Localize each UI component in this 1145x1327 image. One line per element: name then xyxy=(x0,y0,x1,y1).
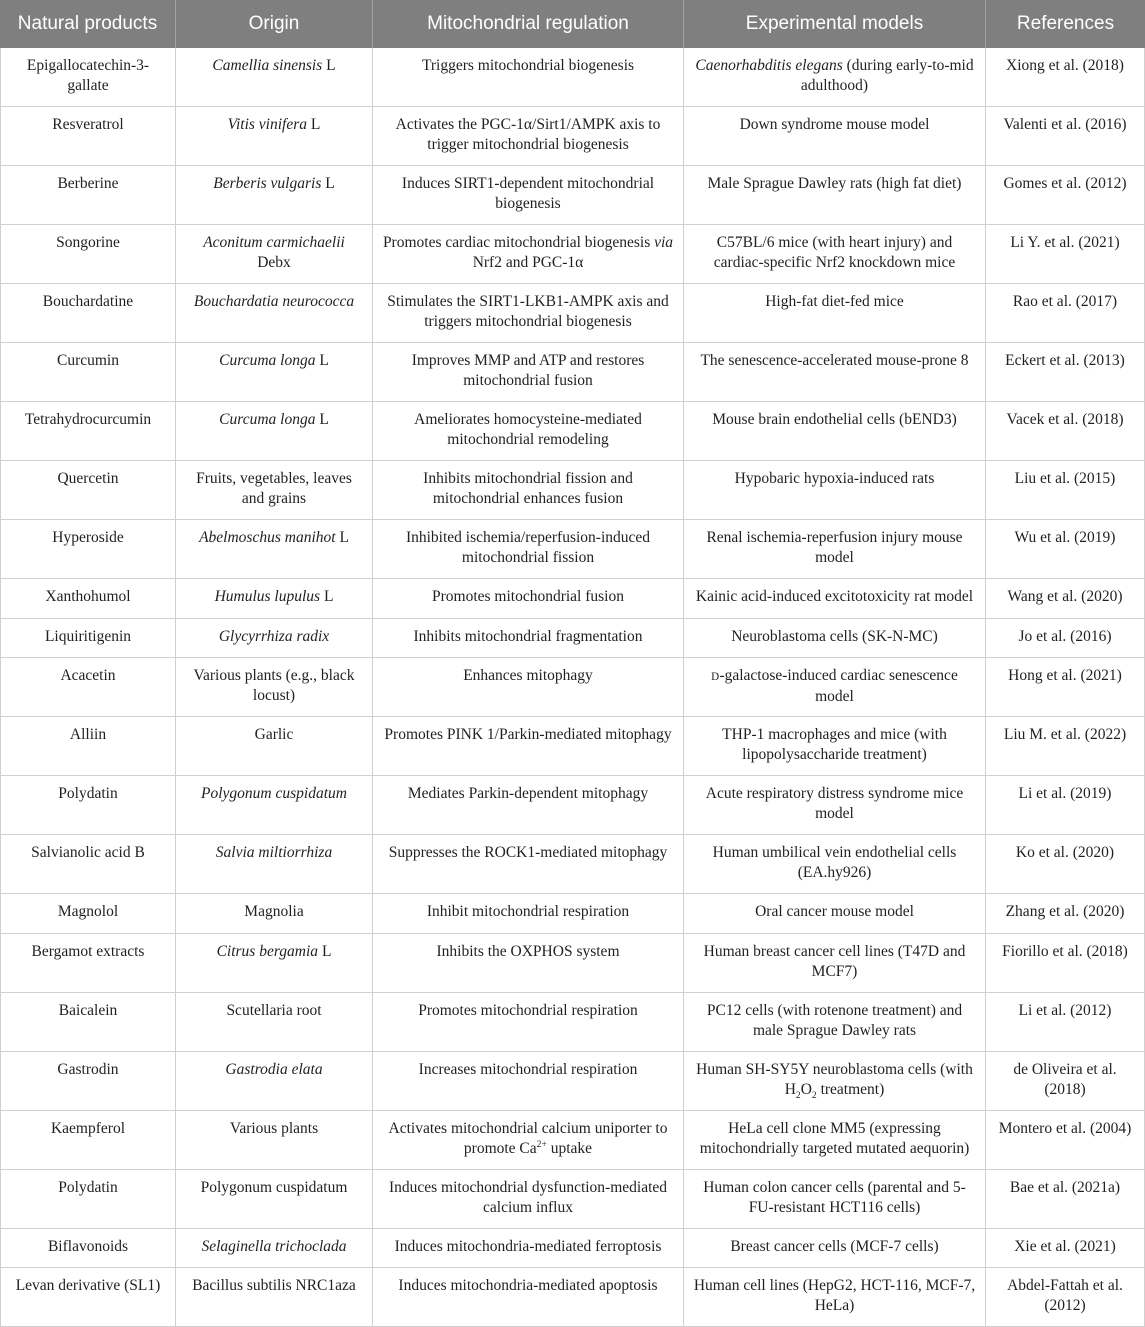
italic-text: Curcuma longa xyxy=(219,352,316,369)
cell-natural-product xyxy=(0,579,176,618)
table-row xyxy=(0,658,1145,717)
table-row xyxy=(0,520,1145,579)
cell-text: L xyxy=(307,116,321,133)
cell-reference xyxy=(986,107,1145,165)
cell-text: Various plants xyxy=(229,1119,319,1137)
cell-text: Various plants (e.g., black locust) xyxy=(193,667,355,704)
cell-text: C57BL/6 mice (with heart injury) and cardiac-specific Nrf2 knockdown mice xyxy=(713,234,956,271)
cell-text: Ko et al. (2020) xyxy=(1015,844,1115,861)
cell-experimental-model xyxy=(684,343,986,401)
cell-text: Bergamot extracts xyxy=(31,942,145,960)
italic-text: via xyxy=(654,234,674,251)
table-row xyxy=(0,1170,1145,1229)
cell-text: L xyxy=(322,57,336,74)
cell-mitochondrial-regulation xyxy=(373,166,684,224)
table-row xyxy=(0,1111,1145,1170)
cell-reference xyxy=(986,1229,1145,1268)
table-row xyxy=(0,48,1145,107)
cell-text: Kaempferol xyxy=(50,1119,126,1137)
cell-text: Inhibit mitochondrial respiration xyxy=(426,903,630,920)
cell-natural-product xyxy=(0,284,176,342)
cell-origin xyxy=(176,461,373,519)
cell-text: L xyxy=(320,588,334,605)
cell-text: PC12 cells (with rotenone treatment) and male Sprague Dawley rats xyxy=(706,1001,963,1039)
cell-text: Debx xyxy=(257,254,291,271)
cell-text: Induces SIRT1-dependent mitochondrial biogenesis xyxy=(401,175,655,212)
table-row xyxy=(0,934,1145,993)
cell-reference xyxy=(986,835,1145,893)
cell-mitochondrial-regulation xyxy=(373,619,684,658)
cell-text: Human umbilical vein endothelial cells (EA.hy926) xyxy=(712,844,957,881)
cell-experimental-model xyxy=(684,225,986,283)
cell-text: Songorine xyxy=(56,234,120,251)
cell-origin xyxy=(176,166,373,224)
table-row xyxy=(0,894,1145,934)
table-row xyxy=(0,1229,1145,1269)
cell-experimental-model xyxy=(684,717,986,775)
cell-text: Zhang et al. (2020) xyxy=(1005,903,1125,920)
table-row xyxy=(0,284,1145,343)
italic-text: Polygonum cuspidatum xyxy=(201,785,347,802)
table-row xyxy=(0,1052,1145,1111)
cell-natural-product xyxy=(0,225,176,283)
cell-text: Induces mitochondria-mediated ferroptosis xyxy=(394,1237,662,1255)
cell-mitochondrial-regulation xyxy=(373,1229,684,1268)
italic-text: Caenorhabditis elegans xyxy=(695,57,843,74)
cell-mitochondrial-regulation xyxy=(373,776,684,834)
cell-reference xyxy=(986,225,1145,283)
cell-origin xyxy=(176,520,373,578)
cell-experimental-model xyxy=(684,579,986,618)
cell-origin xyxy=(176,402,373,460)
cell-mitochondrial-regulation xyxy=(373,1052,684,1110)
cell-text: Quercetin xyxy=(57,470,119,487)
cell-experimental-model xyxy=(684,166,986,224)
cell-text: 2+ xyxy=(536,1138,547,1150)
table-row xyxy=(0,402,1145,461)
cell-experimental-model xyxy=(684,284,986,342)
cell-reference xyxy=(986,619,1145,658)
cell-text: Xanthohumol xyxy=(45,588,131,605)
cell-text: Suppresses the ROCK1-mediated mitophagy xyxy=(388,844,668,861)
cell-text: Fiorillo et al. (2018) xyxy=(1002,942,1128,960)
cell-reference xyxy=(986,461,1145,519)
cell-reference xyxy=(986,934,1145,992)
cell-text: Bae et al. (2021a) xyxy=(1009,1178,1121,1196)
cell-mitochondrial-regulation xyxy=(373,1268,684,1326)
cell-natural-product xyxy=(0,776,176,834)
italic-text: Berberis vulgaris xyxy=(213,175,322,192)
cell-text: Baicalein xyxy=(58,1001,118,1019)
cell-text: Magnolol xyxy=(57,903,119,920)
cell-text: Activates the PGC-1α/Sirt1/AMPK axis to trigger mitochondrial biogenesis xyxy=(395,116,661,153)
cell-experimental-model xyxy=(684,776,986,834)
cell-natural-product xyxy=(0,894,176,933)
cell-text: Induces mitochondria-mediated apoptosis xyxy=(398,1277,658,1294)
cell-reference xyxy=(986,717,1145,775)
cell-reference xyxy=(986,402,1145,460)
cell-text: Eckert et al. (2013) xyxy=(1005,352,1125,369)
cell-text: Down syndrome mouse model xyxy=(739,116,930,133)
cell-natural-product xyxy=(0,835,176,893)
cell-natural-product xyxy=(0,1052,176,1110)
cell-text: O xyxy=(800,1080,812,1098)
cell-mitochondrial-regulation xyxy=(373,343,684,401)
cell-experimental-model xyxy=(684,402,986,460)
cell-text: Alliin xyxy=(69,726,107,743)
cell-text: Xiong et al. (2018) xyxy=(1006,57,1124,74)
cell-natural-product xyxy=(0,658,176,716)
header-references: References xyxy=(1016,13,1115,34)
cell-text: Inhibits the OXPHOS system xyxy=(436,942,620,960)
table-row xyxy=(0,107,1145,166)
cell-text: Promotes mitochondrial fusion xyxy=(431,588,624,605)
cell-experimental-model xyxy=(684,658,986,716)
cell-text: Vacek et al. (2018) xyxy=(1006,411,1124,428)
cell-experimental-model xyxy=(684,835,986,893)
cell-text: 2 xyxy=(811,1089,817,1101)
cell-mitochondrial-regulation xyxy=(373,48,684,106)
cell-reference xyxy=(986,579,1145,618)
cell-text: L xyxy=(318,942,332,960)
cell-natural-product xyxy=(0,619,176,658)
cell-text: Li Y. et al. (2021) xyxy=(1010,234,1120,251)
cell-text: HeLa cell clone MM5 (expressing mitochondrially targeted mutated aequorin) xyxy=(699,1119,970,1157)
cell-text: (during early-to-mid adulthood) xyxy=(800,57,974,94)
cell-origin xyxy=(176,1170,373,1228)
cell-reference xyxy=(986,776,1145,834)
table-body xyxy=(0,48,1145,1327)
italic-text: Salvia miltiorrhiza xyxy=(215,844,333,861)
cell-natural-product xyxy=(0,934,176,992)
cell-text: Mediates Parkin-dependent mitophagy xyxy=(407,785,649,802)
italic-text: Bouchardatia neurococca xyxy=(193,293,355,310)
cell-experimental-model xyxy=(684,1229,986,1268)
cell-origin xyxy=(176,284,373,342)
cell-experimental-model xyxy=(684,107,986,165)
cell-reference xyxy=(986,1268,1145,1326)
cell-reference xyxy=(986,166,1145,224)
cell-natural-product xyxy=(0,717,176,775)
cell-natural-product xyxy=(0,1268,176,1326)
cell-natural-product xyxy=(0,166,176,224)
cell-experimental-model xyxy=(684,1052,986,1110)
cell-text: Gomes et al. (2012) xyxy=(1003,175,1127,192)
cell-text: 2 xyxy=(795,1089,801,1101)
cell-experimental-model xyxy=(684,1268,986,1326)
cell-text: Li et al. (2012) xyxy=(1018,1001,1112,1019)
cell-text: Liu M. et al. (2022) xyxy=(1003,726,1127,743)
cell-text: Curcumin xyxy=(57,352,119,369)
italic-text: Selaginella trichoclada xyxy=(201,1237,347,1255)
cell-reference xyxy=(986,1052,1145,1110)
cell-text: Hyperoside xyxy=(52,529,124,546)
cell-text: Promotes PINK 1/Parkin-mediated mitophagy xyxy=(384,726,672,743)
italic-text: Glycyrrhiza radix xyxy=(218,627,330,645)
cell-text: Epigallocatechin-3-gallate xyxy=(26,57,150,94)
cell-text: Resveratrol xyxy=(52,116,124,133)
header-natural-products: Natural products xyxy=(0,0,176,48)
cell-experimental-model xyxy=(684,619,986,658)
cell-origin xyxy=(176,1111,373,1169)
cell-experimental-model xyxy=(684,993,986,1051)
cell-origin xyxy=(176,993,373,1051)
cell-origin xyxy=(176,225,373,283)
cell-text: Increases mitochondrial respiration xyxy=(418,1060,638,1078)
cell-origin xyxy=(176,579,373,618)
cell-natural-product xyxy=(0,1229,176,1268)
cell-text: Kainic acid-induced excitotoxicity rat model xyxy=(695,588,974,605)
cell-text: High-fat diet-fed mice xyxy=(765,293,904,310)
cell-text: Stimulates the SIRT1-LKB1-AMPK axis and triggers mitochondrial biogenesis xyxy=(387,293,669,330)
cell-text: Tetrahydrocurcumin xyxy=(24,411,152,428)
italic-text: Camellia sinensis xyxy=(212,57,323,74)
cell-text: -galactose-induced cardiac senescence model xyxy=(719,667,958,705)
cell-text: THP-1 macrophages and mice (with lipopolysaccharide treatment) xyxy=(722,726,947,763)
cell-origin xyxy=(176,776,373,834)
table-header xyxy=(0,0,1145,48)
table-row xyxy=(0,225,1145,284)
header-origin: Origin xyxy=(176,0,373,48)
cell-text: Fruits, vegetables, leaves and grains xyxy=(196,470,352,507)
cell-reference xyxy=(986,284,1145,342)
cell-text: Rao et al. (2017) xyxy=(1012,293,1118,310)
cell-text: Acute respiratory distress syndrome mice model xyxy=(705,785,964,822)
cell-text: Bouchardatine xyxy=(42,293,134,310)
cell-text: Triggers mitochondrial biogenesis xyxy=(421,57,635,74)
header-experimental-models: Experimental models xyxy=(684,0,986,48)
cell-origin xyxy=(176,1268,373,1326)
cell-reference xyxy=(986,894,1145,933)
table-row xyxy=(0,835,1145,894)
cell-origin xyxy=(176,934,373,992)
cell-text: Male Sprague Dawley rats (high fat diet) xyxy=(707,175,962,192)
cell-origin xyxy=(176,658,373,716)
cell-natural-product xyxy=(0,520,176,578)
cell-mitochondrial-regulation xyxy=(373,225,684,283)
cell-natural-product xyxy=(0,343,176,401)
cell-origin xyxy=(176,619,373,658)
table-row xyxy=(0,776,1145,835)
cell-text: D xyxy=(711,671,720,683)
cell-mitochondrial-regulation xyxy=(373,658,684,716)
cell-text: Polydatin xyxy=(58,1178,118,1196)
cell-text: L xyxy=(315,352,329,369)
cell-mitochondrial-regulation xyxy=(373,520,684,578)
cell-text: Valenti et al. (2016) xyxy=(1003,116,1127,133)
cell-text: Inhibited ischemia/reperfusion-induced mitochondrial fission xyxy=(405,529,651,566)
cell-mitochondrial-regulation xyxy=(373,993,684,1051)
cell-text: Li et al. (2019) xyxy=(1018,785,1112,802)
cell-origin xyxy=(176,48,373,106)
cell-text: treatment) xyxy=(816,1080,885,1098)
cell-text: Human colon cancer cells (parental and 5-FU-resistant HCT116 cells) xyxy=(703,1178,966,1216)
italic-text: Abelmoschus manihot xyxy=(199,529,336,546)
italic-text: Gastrodia elata xyxy=(225,1060,323,1078)
cell-text: Salvianolic acid B xyxy=(31,844,145,861)
cell-text: uptake xyxy=(546,1139,593,1157)
italic-text: Aconitum carmichaelii xyxy=(203,234,345,251)
cell-text: Human cell lines (HepG2, HCT-116, MCF-7, HeLa) xyxy=(693,1277,976,1314)
cell-text: Gastrodin xyxy=(57,1060,119,1078)
cell-experimental-model xyxy=(684,1111,986,1169)
cell-text: Montero et al. (2004) xyxy=(998,1119,1132,1137)
cell-natural-product xyxy=(0,461,176,519)
cell-natural-product xyxy=(0,1170,176,1228)
cell-text: Polygonum cuspidatum xyxy=(200,1178,348,1196)
cell-reference xyxy=(986,658,1145,716)
cell-experimental-model xyxy=(684,461,986,519)
italic-text: Curcuma longa xyxy=(219,411,316,428)
cell-text: Levan derivative (SL1) xyxy=(15,1277,161,1294)
cell-text: Breast cancer cells (MCF-7 cells) xyxy=(730,1237,939,1255)
table-row xyxy=(0,166,1145,225)
cell-origin xyxy=(176,343,373,401)
cell-text: Jo et al. (2016) xyxy=(1018,627,1112,645)
cell-text: Promotes cardiac mitochondrial biogenesis xyxy=(382,234,655,251)
cell-mitochondrial-regulation xyxy=(373,461,684,519)
cell-experimental-model xyxy=(684,934,986,992)
cell-text: Polydatin xyxy=(58,785,118,802)
cell-origin xyxy=(176,107,373,165)
cell-text: Xie et al. (2021) xyxy=(1014,1237,1116,1255)
cell-mitochondrial-regulation xyxy=(373,107,684,165)
cell-mitochondrial-regulation xyxy=(373,284,684,342)
italic-text: Vitis vinifera xyxy=(227,116,307,133)
table-row xyxy=(0,717,1145,776)
cell-natural-product xyxy=(0,993,176,1051)
cell-origin xyxy=(176,1052,373,1110)
cell-text: Garlic xyxy=(254,726,294,743)
cell-text: Enhances mitophagy xyxy=(463,667,593,684)
cell-text: Magnolia xyxy=(244,903,304,920)
table-row xyxy=(0,579,1145,619)
cell-text: The senescence-accelerated mouse-prone 8 xyxy=(700,352,969,369)
cell-reference xyxy=(986,520,1145,578)
cell-text: Acacetin xyxy=(60,667,116,684)
cell-experimental-model xyxy=(684,894,986,933)
cell-mitochondrial-regulation xyxy=(373,894,684,933)
cell-text: Hong et al. (2021) xyxy=(1008,667,1122,684)
cell-text: Neuroblastoma cells (SK-N-MC) xyxy=(731,627,938,645)
cell-text: Induces mitochondrial dysfunction-mediated calcium influx xyxy=(388,1178,668,1216)
cell-text: Human SH-SY5Y neuroblastoma cells (with H xyxy=(696,1060,973,1098)
cell-reference xyxy=(986,1170,1145,1228)
cell-origin xyxy=(176,894,373,933)
cell-text: Inhibits mitochondrial fission and mitochondrial enhances fusion xyxy=(423,470,633,507)
cell-experimental-model xyxy=(684,520,986,578)
cell-natural-product xyxy=(0,48,176,106)
cell-natural-product xyxy=(0,107,176,165)
header-mitochondrial-regulation: Mitochondrial regulation xyxy=(373,0,684,48)
table-row xyxy=(0,993,1145,1052)
cell-text: Wang et al. (2020) xyxy=(1007,588,1123,605)
cell-text: Human breast cancer cell lines (T47D and MCF7) xyxy=(703,942,966,980)
cell-text: Liquiritigenin xyxy=(44,627,132,645)
cell-text: Oral cancer mouse model xyxy=(755,903,914,920)
italic-text: Citrus bergamia xyxy=(216,942,319,960)
cell-mitochondrial-regulation xyxy=(373,579,684,618)
cell-text: Activates mitochondrial calcium uniporter to promote Ca xyxy=(388,1119,668,1157)
cell-mitochondrial-regulation xyxy=(373,1111,684,1169)
cell-text: Inhibits mitochondrial fragmentation xyxy=(413,627,643,645)
cell-origin xyxy=(176,835,373,893)
cell-text: Biflavonoids xyxy=(47,1237,129,1255)
table-row xyxy=(0,343,1145,402)
cell-text: Nrf2 and PGC-1α xyxy=(472,254,584,271)
cell-text: Berberine xyxy=(57,175,119,192)
cell-text: Promotes mitochondrial respiration xyxy=(418,1001,638,1019)
cell-mitochondrial-regulation xyxy=(373,402,684,460)
cell-text: Improves MMP and ATP and restores mitochondrial fusion xyxy=(411,352,645,389)
table-row xyxy=(0,461,1145,520)
cell-reference xyxy=(986,993,1145,1051)
cell-reference xyxy=(986,48,1145,106)
cell-text: Bacillus subtilis NRC1aza xyxy=(192,1277,356,1294)
cell-text: Mouse brain endothelial cells (bEND3) xyxy=(712,411,957,428)
table-row xyxy=(0,619,1145,659)
cell-text: Ameliorates homocysteine-mediated mitochondrial remodeling xyxy=(414,411,642,448)
cell-text: Renal ischemia-reperfusion injury mouse model xyxy=(706,529,963,566)
cell-natural-product xyxy=(0,402,176,460)
cell-text: Hypobaric hypoxia-induced rats xyxy=(734,470,935,487)
cell-mitochondrial-regulation xyxy=(373,835,684,893)
cell-mitochondrial-regulation xyxy=(373,934,684,992)
cell-text: L xyxy=(321,175,335,192)
cell-text: Liu et al. (2015) xyxy=(1014,470,1116,487)
cell-text: Scutellaria root xyxy=(226,1001,322,1019)
cell-reference xyxy=(986,343,1145,401)
cell-mitochondrial-regulation xyxy=(373,1170,684,1228)
cell-text: Wu et al. (2019) xyxy=(1014,529,1116,546)
cell-experimental-model xyxy=(684,1170,986,1228)
table-row xyxy=(0,1268,1145,1327)
cell-reference xyxy=(986,1111,1145,1169)
cell-text: L xyxy=(335,529,349,546)
cell-origin xyxy=(176,717,373,775)
cell-experimental-model xyxy=(684,48,986,106)
cell-origin xyxy=(176,1229,373,1268)
italic-text: Humulus lupulus xyxy=(214,588,321,605)
cell-natural-product xyxy=(0,1111,176,1169)
cell-mitochondrial-regulation xyxy=(373,717,684,775)
cell-text: Abdel-Fattah et al. (2012) xyxy=(1007,1277,1123,1314)
cell-text: L xyxy=(315,411,329,428)
cell-text: de Oliveira et al. (2018) xyxy=(1013,1060,1117,1098)
